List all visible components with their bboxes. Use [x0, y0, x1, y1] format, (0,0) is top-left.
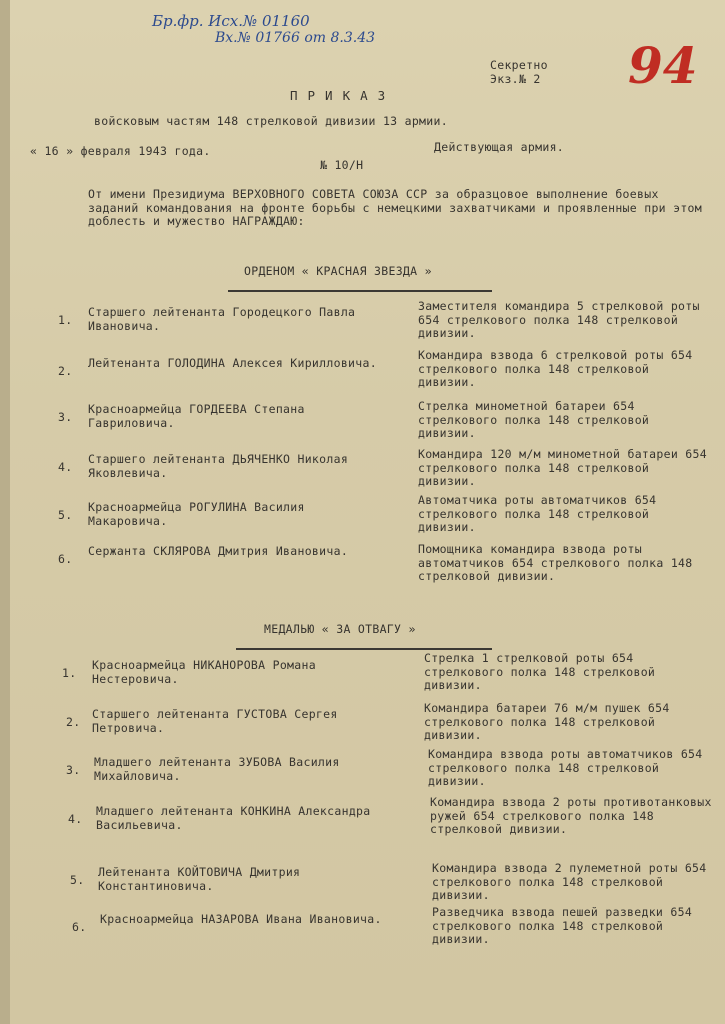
recipient-name: Старшего лейтенанта ДЬЯЧЕНКО Николая Яковлевича.: [88, 452, 349, 480]
document-date: « 16 » февраля 1943 года.: [30, 144, 211, 158]
order-number: № 10/Н: [320, 158, 364, 172]
recipient-name: Младшего лейтенанта КОНКИНА Александра Васильевича.: [96, 804, 371, 832]
entry-number: 5.: [70, 873, 85, 887]
recipient-name: Старшего лейтенанта ГУСТОВА Сергея Петровича.: [92, 707, 338, 735]
recipient-position: Автоматчика роты автоматчиков 654 стрелкового полка 148 стрелковой дивизии.: [418, 493, 657, 534]
recipient-name: Лейтенанта КОЙТОВИЧА Дмитрия Константиновича.: [98, 865, 301, 893]
section-heading: МЕДАЛЬЮ « ЗА ОТВАГУ »: [264, 622, 416, 636]
handwritten-incoming-number: Вх.№ 01766 от 8.3.43: [215, 30, 376, 46]
recipient-name: Красноармейца РОГУЛИНА Василия Макаровича.: [88, 500, 305, 528]
recipient-position: Командира взвода 6 стрелковой роты 654 стрелкового полка 148 стрелковой дивизии.: [418, 348, 693, 389]
handwritten-outgoing-number: Бр.фр. Исх.№ 01160: [152, 12, 310, 30]
army-label: Действующая армия.: [434, 140, 565, 154]
recipient-name: Сержанта СКЛЯРОВА Дмитрия Ивановича.: [88, 544, 349, 558]
recipient-position: Командира батареи 76 м/м пушек 654 стрелкового полка 148 стрелковой дивизии.: [424, 701, 670, 742]
page-edge: [0, 0, 10, 1024]
intro-paragraph: От имени Президиума ВЕРХОВНОГО СОВЕТА СОЮЗА ССР за образцовое выполнение боевых заданий командования на фронте борьбы с немецкими захватчиками и проявленные при этом доблесть и мужество НАГРАЖДАЮ:: [88, 187, 703, 228]
section-underline: [228, 290, 492, 292]
recipient-name: Старшего лейтенанта Городецкого Павла Ивановича.: [88, 305, 356, 333]
recipient-name: Красноармейца НИКАНОРОВА Романа Нестеровича.: [92, 658, 316, 686]
secret-stamp: Секретно: [490, 58, 548, 72]
recipient-position: Командира взвода роты автоматчиков 654 стрелкового полка 148 стрелковой дивизии.: [428, 747, 703, 788]
recipient-name: Лейтенанта ГОЛОДИНА Алексея Кирилловича.: [88, 356, 377, 370]
recipient-position: Заместителя командира 5 стрелковой роты 654 стрелкового полка 148 стрелковой дивизии.: [418, 299, 700, 340]
entry-number: 2.: [58, 364, 73, 378]
recipient-name: Красноармейца ГОРДЕЕВА Степана Гавриловича.: [88, 402, 305, 430]
entry-number: 1.: [62, 666, 77, 680]
recipient-position: Стрелка минометной батареи 654 стрелкового полка 148 стрелковой дивизии.: [418, 399, 650, 440]
copy-number: Экз.№ 2: [490, 72, 541, 86]
section-underline: [236, 648, 492, 650]
entry-number: 3.: [58, 410, 73, 424]
document-title: ПРИКАЗ: [290, 88, 396, 103]
entry-number: 1.: [58, 313, 73, 327]
recipient-name: Младшего лейтенанта ЗУБОВА Василия Михайловича.: [94, 755, 340, 783]
entry-number: 2.: [66, 715, 81, 729]
recipient-position: Командира взвода 2 пулеметной роты 654 стрелкового полка 148 стрелковой дивизии.: [432, 861, 707, 902]
recipient-position: Командира 120 м/м минометной батареи 654 стрелкового полка 148 стрелковой дивизии.: [418, 447, 707, 488]
recipient-position: Разведчика взвода пешей разведки 654 стрелкового полка 148 стрелковой дивизии.: [432, 905, 693, 946]
recipient-name: Красноармейца НАЗАРОВА Ивана Ивановича.: [100, 912, 382, 926]
entry-number: 5.: [58, 508, 73, 522]
recipient-position: Стрелка 1 стрелковой роты 654 стрелкового полка 148 стрелковой дивизии.: [424, 651, 656, 692]
entry-number: 3.: [66, 763, 81, 777]
entry-number: 4.: [68, 812, 83, 826]
section-heading: ОРДЕНОМ « КРАСНАЯ ЗВЕЗДА »: [244, 264, 432, 278]
document-subtitle: войсковым частям 148 стрелковой дивизии 13 армии.: [94, 114, 448, 128]
archive-page-number: 94: [628, 36, 698, 95]
entry-number: 4.: [58, 460, 73, 474]
entry-number: 6.: [58, 552, 73, 566]
recipient-position: Помощника командира взвода роты автоматчиков 654 стрелкового полка 148 стрелковой дивизии.: [418, 542, 693, 583]
entry-number: 6.: [72, 920, 87, 934]
recipient-position: Командира взвода 2 роты противотанковых ружей 654 стрелкового полка 148 стрелковой дивизии.: [430, 795, 712, 836]
